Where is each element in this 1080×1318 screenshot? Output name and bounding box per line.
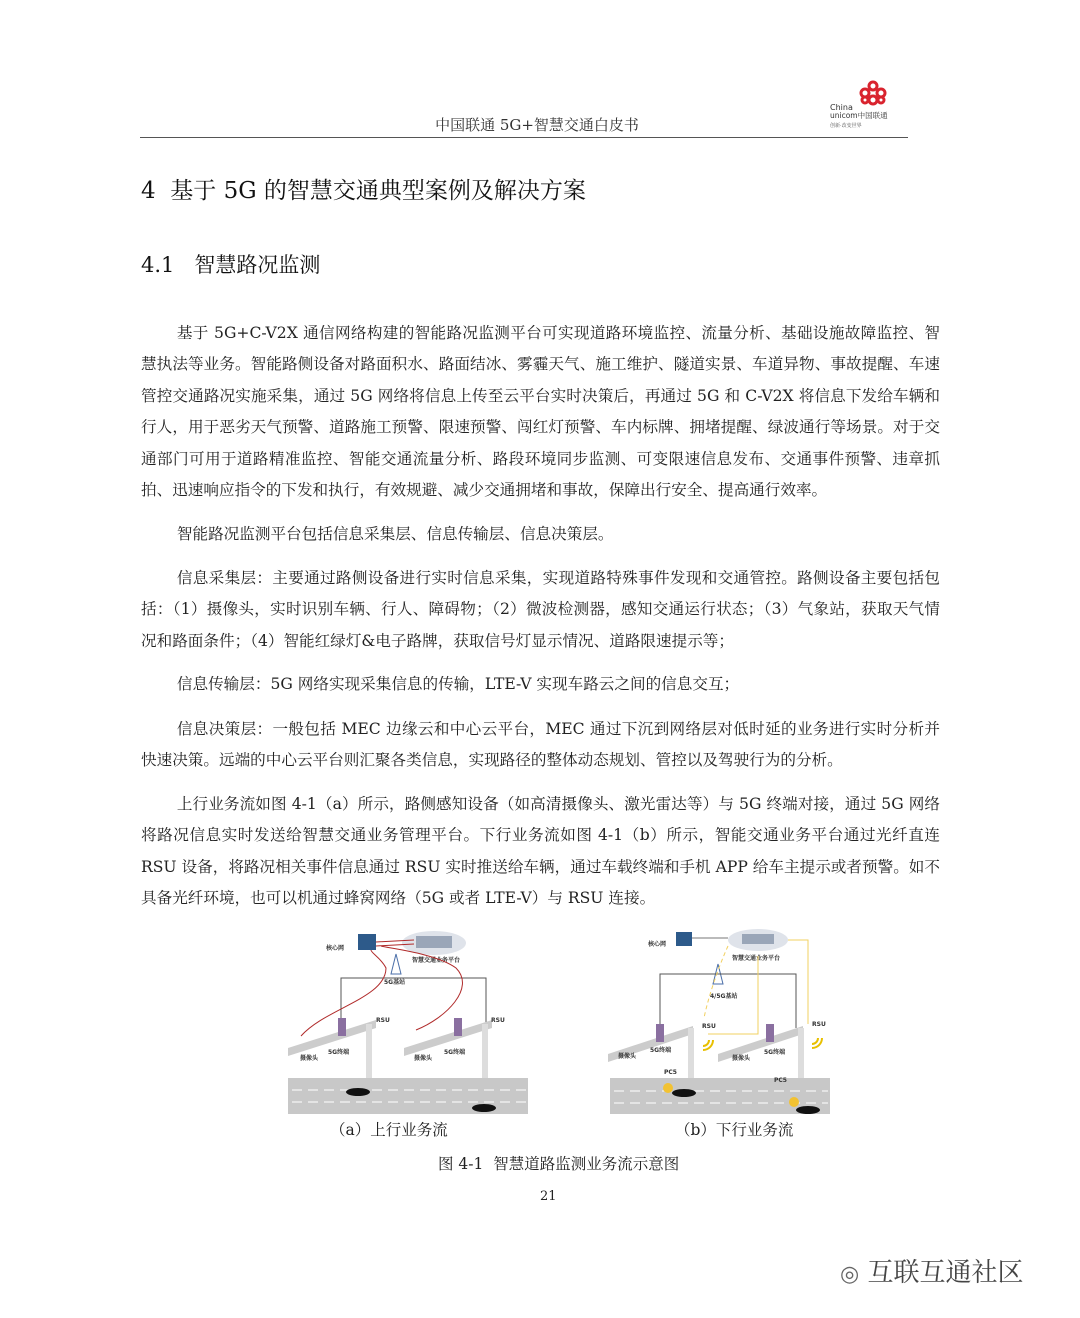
car-icon [472,1104,496,1112]
svg-text:创新·改变世界: 创新·改变世界 [830,123,862,129]
watermark [840,1252,1023,1289]
svg-text:摄像头: 摄像头 [732,1055,751,1062]
svg-text:RSU: RSU [491,1017,505,1024]
car-icon [346,1088,370,1096]
paragraph: 信息决策层：一般包括 MEC 边缘云和中心云平台，MEC 通过下沉到网络层对低时延的业务进行实时分析并快速决策。远端的中心云平台则汇聚各类信息，实现路径的整体动态规划、管控以及驾驶行为的分析。 [141,720,940,770]
subfigure-caption: （a）上行业务流 [330,1121,448,1139]
core-network-icon [676,932,692,946]
paragraph: 基于 5G+C-V2X 通信网络构建的智能路况监测平台可实现道路环境监控、流量分析、基础设施故障监控、智慧执法等业务。智能路侧设备对路面积水、路面结冰、雾霾天气、施工维护、隧道实景、车道异物、事故提醒、车速管控交通路况实施采集，通过 5G 网络将信息上传至云平台实时决策后，再通过 5G 和 C-V2X 将信息下发给车辆和行人，用于恶劣天气预警、道路施工预警、限速预警、闯红灯预警、车内标牌、拥堵提醒、绿波通行等场景。对于交通部门可用于道路精准监控、智能交通流量分析、路段环境同步监测、可变限速信息发布、交通事件预警、违章抓拍、迅速响应指令的下发和执行，有效规避、减少交通拥堵和事故，保障出行安全、提高通行效率。 [141,324,940,500]
subfigure-caption: （b）下行业务流 [675,1121,794,1139]
svg-text:5G终端: 5G终端 [444,1049,466,1056]
header-rule [140,137,908,138]
svg-text:RSU: RSU [812,1021,826,1028]
uplink-diagram [286,928,530,1116]
downlink-diagram [608,928,832,1116]
section-heading: 4.1 智慧路况监测 [141,253,321,277]
svg-text:智慧交通业务平台: 智慧交通业务平台 [732,955,781,962]
figure-caption: 图 4-1 智慧道路监测业务流示意图 [438,1155,680,1173]
svg-text:摄像头: 摄像头 [414,1055,433,1062]
paragraph: 信息传输层：5G 网络实现采集信息的传输，LTE-V 实现车路云之间的信息交互； [176,675,740,693]
car-icon [796,1106,820,1114]
svg-text:摄像头: 摄像头 [300,1055,319,1062]
watermark-text: 互联互通社区 [867,1258,1024,1288]
svg-text:5G终端: 5G终端 [650,1047,672,1054]
running-header: 中国联通 5G+智慧交通白皮书 [435,116,639,134]
paragraph: 上行业务流如图 4-1（a）所示，路侧感知设备（如高清摄像头、激光雷达等）与 5G 终端对接，通过 5G 网络将路况信息实时发送给智慧交通业务管理平台。下行业务流如图 4-1（b）所示，智能交通业务平台通过光纤直连 RSU 设备，将路况相关事件信息通过 RSU 实时推送给车辆，通过车载终端和手机 APP 给车主提示或者预警。如不具备光纤环境，也可以机通过蜂窝网络（5G 或者 LTE-V）与 RSU 连接。 [141,795,940,908]
svg-text:核心网: 核心网 [326,945,345,952]
svg-text:PC5: PC5 [664,1069,677,1076]
wechat-icon: ◎ [840,1262,860,1287]
svg-text:RSU: RSU [376,1017,390,1024]
svg-text:4/5G基站: 4/5G基站 [710,993,738,1000]
svg-text:核心网: 核心网 [648,941,667,948]
paragraph: 智能路况监测平台包括信息采集层、信息传输层、信息决策层。 [176,525,614,543]
svg-text:5G终端: 5G终端 [764,1049,786,1056]
svg-text:unicom中国联通: unicom中国联通 [830,111,888,120]
svg-text:5G终端: 5G终端 [328,1049,350,1056]
china-unicom-logo [828,80,908,130]
svg-text:摄像头: 摄像头 [618,1053,637,1060]
svg-text:5G基站: 5G基站 [384,979,406,986]
svg-text:PC5: PC5 [774,1077,787,1084]
chapter-heading: 4 基于 5G 的智慧交通典型案例及解决方案 [141,178,586,204]
svg-text:智慧交通业务平台: 智慧交通业务平台 [412,957,461,964]
car-icon [672,1089,696,1097]
core-network-icon [358,934,376,950]
base-station-icon [391,954,401,974]
svg-text:RSU: RSU [702,1023,716,1030]
page-number: 21 [540,1189,557,1204]
paragraph: 信息采集层：主要通过路侧设备进行实时信息采集，实现道路特殊事件发现和交通管控。路侧设备主要包括包括：（1）摄像头，实时识别车辆、行人、障碍物；（2）微波检测器，感知交通运行状态；（3）气象站，获取天气情况和路面条件；（4）智能红绿灯&电子路牌，获取信号灯显示情况、道路限速提示等； [141,569,940,650]
svg-text:China: China [830,103,853,112]
